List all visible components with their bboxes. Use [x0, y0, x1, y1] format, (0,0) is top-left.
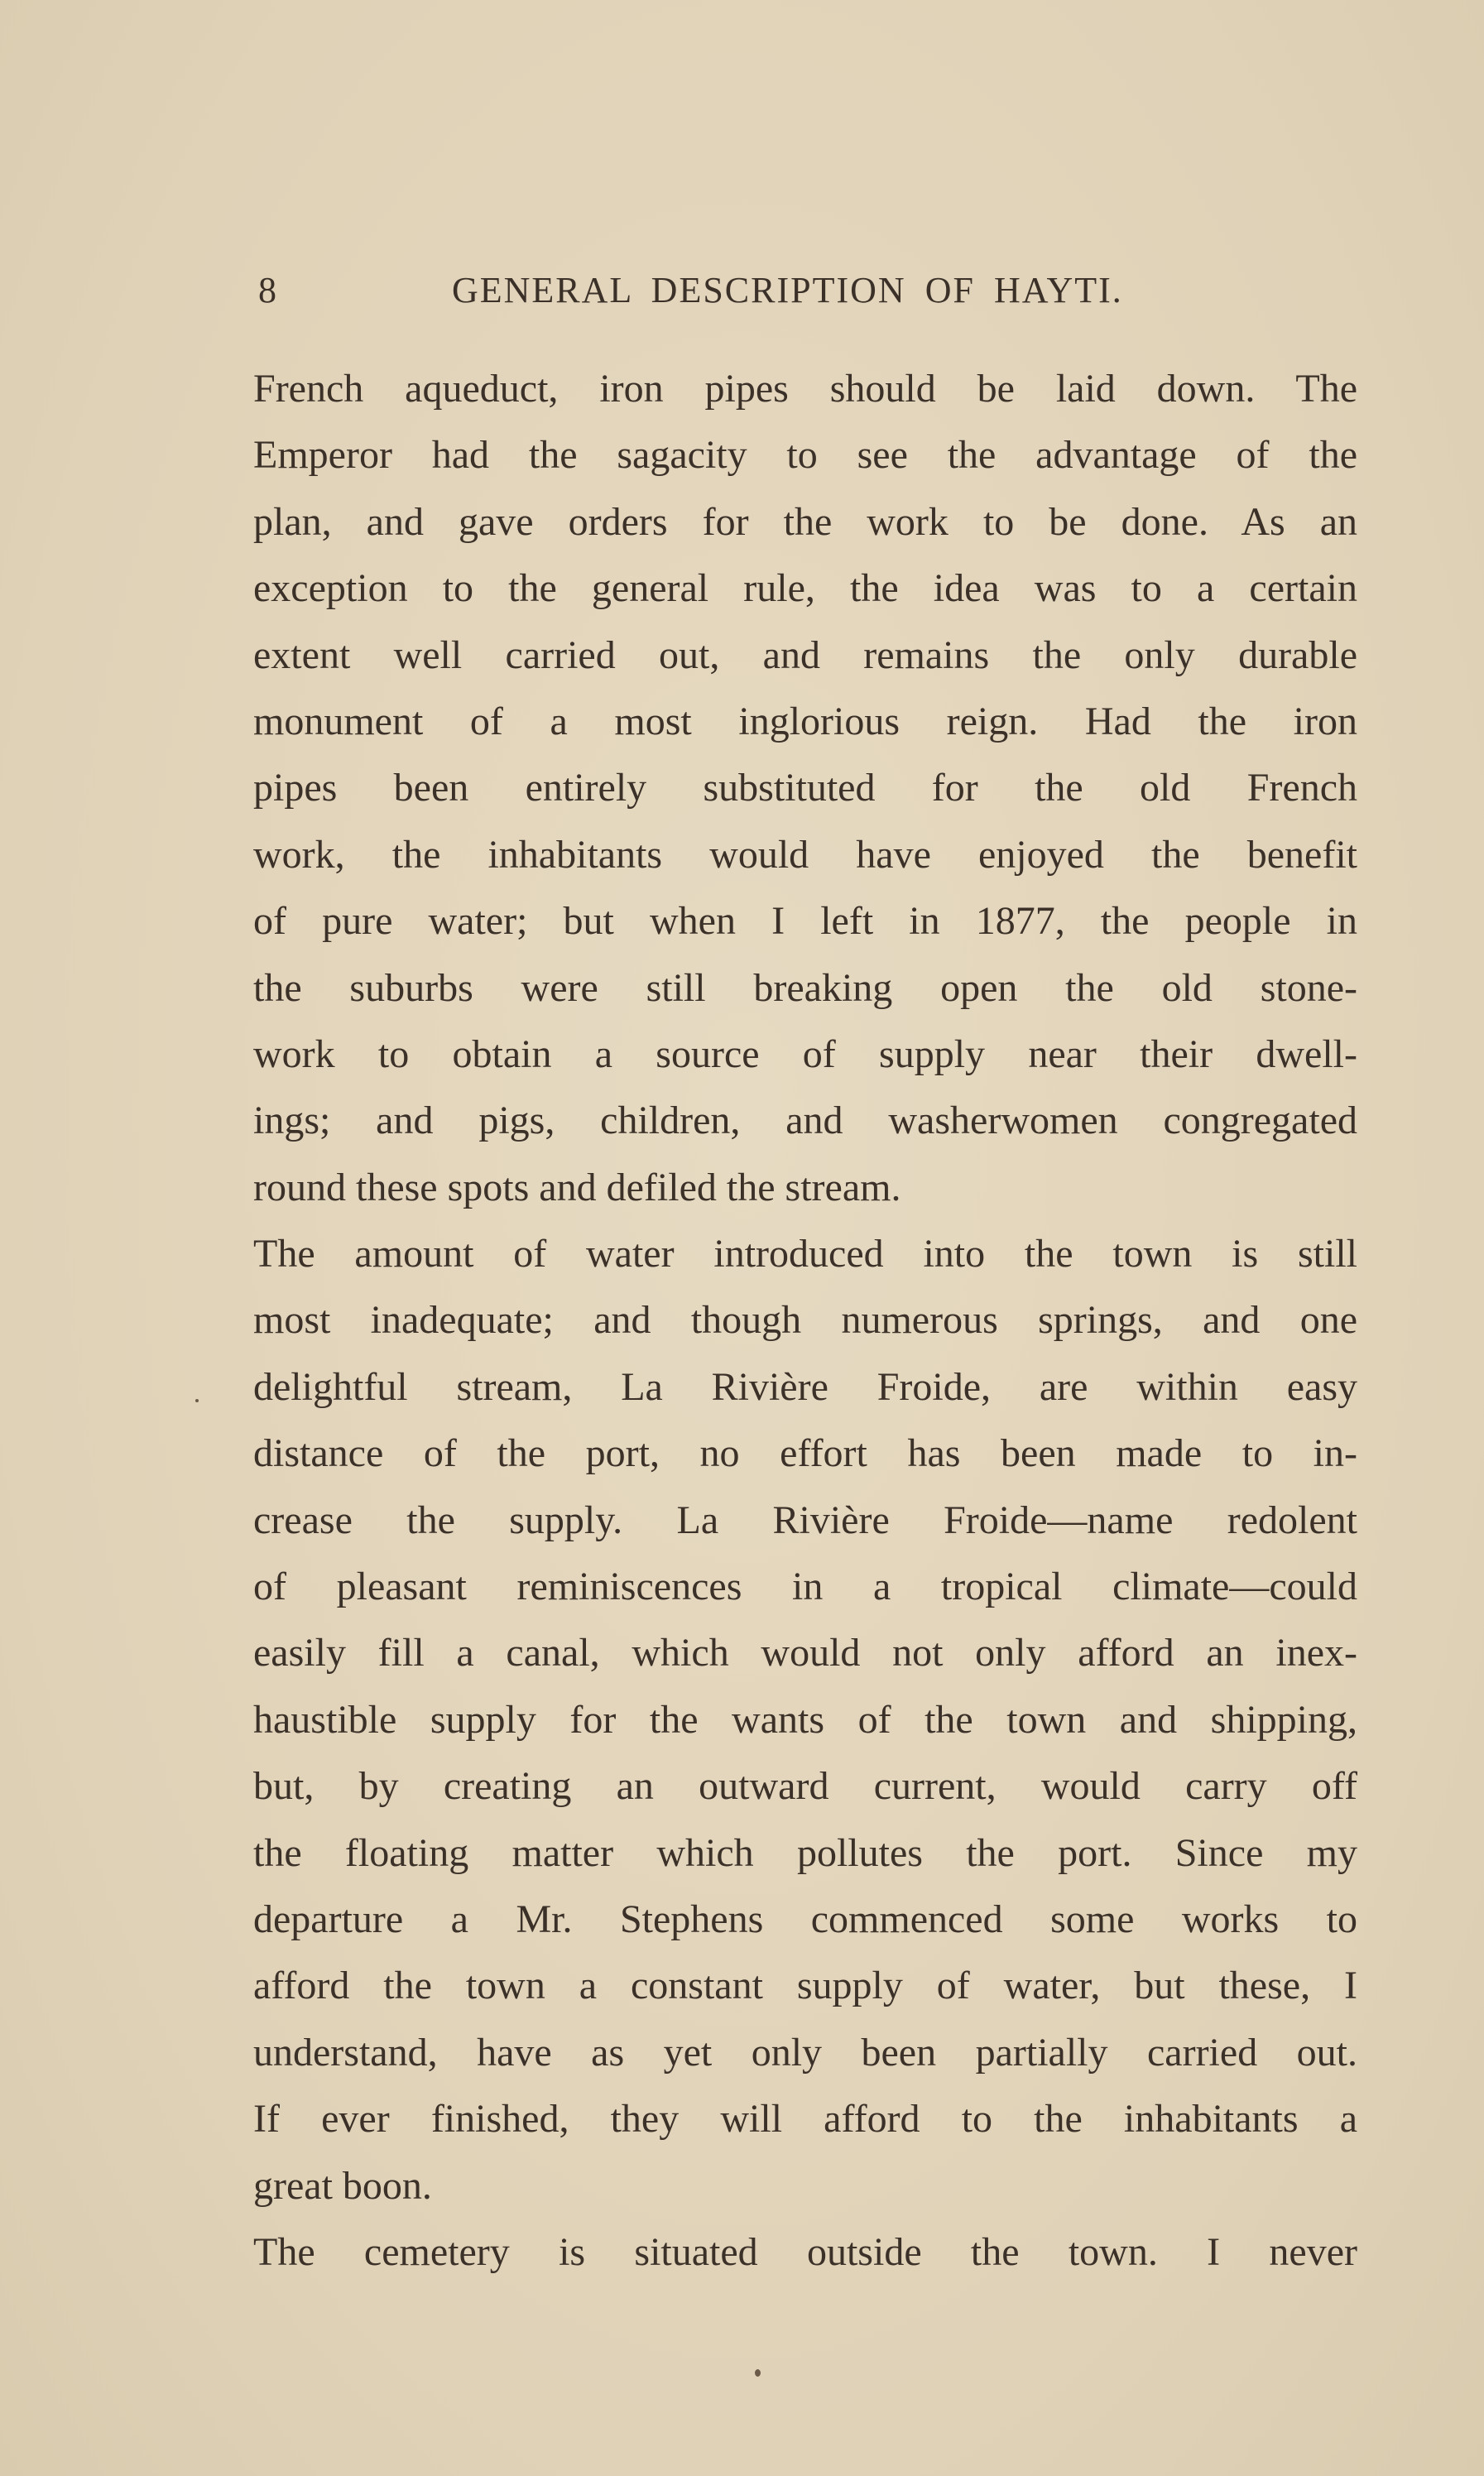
text-line: delightful stream, La Rivière Froide, are within easy	[253, 1364, 1357, 1409]
page-number: 8	[258, 270, 278, 310]
text-line: haustible supply for the wants of the town and shipping,	[253, 1697, 1357, 1742]
text-line: the suburbs were still breaking open the old stone-	[253, 965, 1357, 1010]
text-line: The amount of water introduced into the town is still	[253, 1232, 1357, 1276]
text-line: If ever finished, they will afford to the inhabitants a	[253, 2097, 1357, 2142]
text-line: most inadequate; and though numerous springs, and one	[253, 1298, 1357, 1343]
text-line: exception to the general rule, the idea was to a certain	[253, 566, 1357, 611]
text-line: departure a Mr. Stephens commenced some works to	[253, 1897, 1357, 1941]
text-line: extent well carried out, and remains the only durable	[253, 632, 1357, 677]
text-line: the floating matter which pollutes the port. Since my	[253, 1830, 1357, 1875]
text-line: pipes been entirely substituted for the old French	[253, 766, 1357, 810]
running-header	[253, 269, 1354, 319]
text-line: afford the town a constant supply of water, but these, I	[253, 1964, 1357, 2008]
text-line: work, the inhabitants would have enjoyed the benefit	[253, 832, 1357, 877]
text-line: monument of a most inglorious reign. Had the iron	[253, 699, 1357, 743]
text-line: understand, have as yet only been partially carried out.	[253, 2030, 1357, 2075]
text-line: round these spots and defiled the stream.	[253, 1165, 901, 1209]
text-line: crease the supply. La Rivière Froide—name redolent	[253, 1498, 1357, 1542]
running-title: GENERAL DESCRIPTION OF HAYTI.	[452, 270, 1123, 310]
body-text	[253, 356, 1357, 2286]
text-line: of pure water; but when I left in 1877, the people in	[253, 899, 1357, 944]
text-line: ings; and pigs, children, and washerwomen congregated	[253, 1099, 1357, 1143]
text-line: distance of the port, no effort has been made to in-	[253, 1431, 1357, 1476]
text-line: great boon.	[253, 2163, 432, 2208]
text-line: of pleasant reminiscences in a tropical climate—could	[253, 1565, 1357, 1609]
scan-speck	[755, 2369, 761, 2377]
text-line: plan, and gave orders for the work to be done. As an	[253, 499, 1357, 544]
text-line: Emperor had the sagacity to see the advantage of the	[253, 433, 1357, 478]
text-line: The cemetery is situated outside the town. I never	[253, 2229, 1357, 2274]
text-line: but, by creating an outward current, would carry off	[253, 1764, 1357, 1809]
scan-speck	[195, 1399, 199, 1402]
text-line: French aqueduct, iron pipes should be laid down. The	[253, 367, 1357, 411]
text-line: work to obtain a source of supply near their dwell-	[253, 1031, 1357, 1076]
text-line: easily fill a canal, which would not only afford an inex-	[253, 1631, 1357, 1676]
